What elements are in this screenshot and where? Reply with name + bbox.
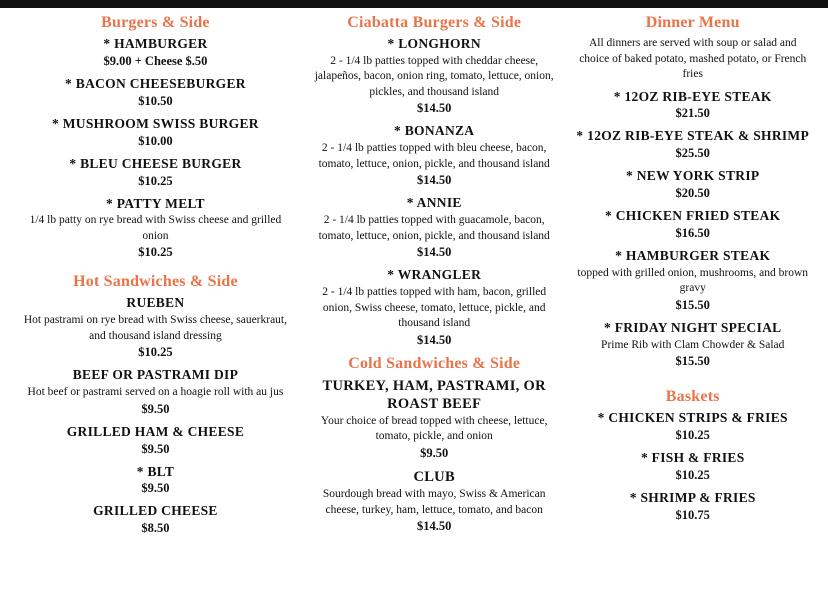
item-price: $9.50 xyxy=(141,441,170,456)
section-hot-sandwiches-and-side xyxy=(16,273,295,536)
menu-item xyxy=(574,168,812,201)
menu-item xyxy=(16,196,295,261)
menu-item xyxy=(16,295,295,360)
item-price: $14.50 xyxy=(417,101,452,116)
menu-item xyxy=(16,464,295,497)
menu-item xyxy=(307,36,562,116)
item-description: 1/4 lb patty on rye bread with Swiss cheese and grilled onion xyxy=(29,214,282,242)
item-price: $16.50 xyxy=(675,226,710,241)
item-description: 2 - 1/4 lb patties topped with cheddar cheese, jalapeños, bacon, onion ring, tomato, lettuce, onion, pickles, and thousand island xyxy=(314,54,554,98)
item-price: $9.50 xyxy=(141,481,170,496)
item-description: topped with grilled onion, mushrooms, and brown gravy xyxy=(577,266,809,295)
section-note: All dinners are served with soup or salad and choice of baked potato, mashed potato, or French fries xyxy=(579,37,807,81)
item-price: $15.50 xyxy=(675,297,710,312)
item-name: * 12OZ RIB-EYE STEAK xyxy=(613,88,772,104)
item-name: * PATTY MELT xyxy=(106,195,205,211)
item-description: 2 - 1/4 lb patties topped with bleu cheese, bacon, tomato, lettuce, onion, pickle, and thousand island xyxy=(318,142,550,170)
item-name: * LONGHORN xyxy=(387,36,481,51)
item-price: $10.25 xyxy=(675,428,710,443)
item-name: * HAMBURGER STEAK xyxy=(615,248,771,264)
menu-column-right xyxy=(568,12,818,610)
item-name: TURKEY, HAM, PASTRAMI, OR ROAST BEEF xyxy=(322,377,546,412)
item-description: Prime Rib with Clam Chowder & Salad xyxy=(601,338,785,351)
item-price: $9.00 + Cheese $.50 xyxy=(103,53,208,68)
menu-item xyxy=(574,248,812,313)
item-price: $10.25 xyxy=(138,245,173,260)
menu-item xyxy=(16,367,295,416)
menu-item xyxy=(574,320,812,369)
item-price: $10.25 xyxy=(675,468,710,483)
section-title: Hot Sandwiches & Side xyxy=(73,273,238,291)
item-name: * BONANZA xyxy=(394,123,475,139)
item-price: $25.50 xyxy=(675,146,710,161)
menu-item xyxy=(16,424,295,457)
item-name: * HAMBURGER xyxy=(103,36,208,51)
menu-column-middle xyxy=(301,12,568,610)
item-name: * FISH & FRIES xyxy=(640,450,745,466)
menu-column-left xyxy=(10,12,301,610)
menu-item xyxy=(16,36,295,69)
item-name: * WRANGLER xyxy=(387,267,482,283)
item-price: $14.50 xyxy=(417,519,452,534)
item-name: * NEW YORK STRIP xyxy=(626,168,760,184)
section-dinner-menu xyxy=(574,14,812,369)
item-price: $21.50 xyxy=(675,106,710,121)
item-price: $14.50 xyxy=(417,332,452,347)
item-description: Your choice of bread topped with cheese, lettuce, tomato, pickle, and onion xyxy=(320,414,548,443)
item-name: * SHRIMP & FRIES xyxy=(629,490,756,506)
item-price: $8.50 xyxy=(141,521,170,536)
item-description: Sourdough bread with mayo, Swiss & American cheese, turkey, ham, lettuce, tomato, and bacon xyxy=(322,488,546,516)
section-title: Dinner Menu xyxy=(645,14,740,31)
menu-page xyxy=(0,8,828,610)
item-name: * MUSHROOM SWISS BURGER xyxy=(52,115,259,131)
item-name: BEEF OR PASTRAMI DIP xyxy=(72,367,239,383)
section-burgers-and-side xyxy=(16,14,295,260)
item-name: * 12OZ RIB-EYE STEAK & SHRIMP xyxy=(576,128,810,144)
item-name: CLUB xyxy=(413,468,455,485)
item-price: $10.75 xyxy=(675,507,710,522)
item-name: * CHICKEN FRIED STEAK xyxy=(605,208,781,224)
menu-item xyxy=(16,116,295,149)
section-title: Ciabatta Burgers & Side xyxy=(347,14,522,31)
item-name: RUEBEN xyxy=(126,295,185,311)
item-name: * ANNIE xyxy=(406,195,462,211)
item-price: $10.00 xyxy=(138,133,173,148)
menu-item xyxy=(574,208,812,241)
page-top-bar xyxy=(0,0,828,8)
section-title: Cold Sandwiches & Side xyxy=(348,354,521,372)
section-title: Baskets xyxy=(665,388,720,406)
menu-item xyxy=(307,195,562,260)
section-cold-sandwiches-and-side xyxy=(307,355,562,534)
item-description: 2 - 1/4 lb patties topped with ham, bacon, grilled onion, Swiss cheese, tomato, lettuce, pickle, and thousand island xyxy=(322,286,547,330)
menu-item xyxy=(307,377,562,461)
section-ciabatta-burgers-and-side xyxy=(307,14,562,348)
item-price: $9.50 xyxy=(141,401,170,416)
item-price: $10.25 xyxy=(138,345,173,360)
item-price: $15.50 xyxy=(675,354,710,369)
item-price: $9.50 xyxy=(420,445,449,460)
item-price: $14.50 xyxy=(417,173,452,188)
section-title: Burgers & Side xyxy=(101,14,210,31)
menu-item xyxy=(574,128,812,161)
menu-item xyxy=(16,76,295,109)
item-description: 2 - 1/4 lb patties topped with guacamole, bacon, tomato, lettuce, onion, pickle, and thousand island xyxy=(318,214,550,242)
item-price: $20.50 xyxy=(675,186,710,201)
menu-item xyxy=(307,267,562,347)
item-description: Hot pastrami on rye bread with Swiss cheese, sauerkraut, and thousand island dressing xyxy=(23,314,288,342)
item-name: * BLEU CHEESE BURGER xyxy=(69,155,242,171)
item-name: * CHICKEN STRIPS & FRIES xyxy=(597,410,788,426)
menu-item xyxy=(16,503,295,536)
menu-item xyxy=(16,156,295,189)
menu-item xyxy=(307,468,562,534)
item-price: $10.25 xyxy=(138,173,173,188)
menu-item xyxy=(574,89,812,122)
menu-item xyxy=(574,450,812,483)
item-name: * FRIDAY NIGHT SPECIAL xyxy=(603,319,782,335)
item-name: * BACON CHEESEBURGER xyxy=(65,75,246,91)
item-price: $10.50 xyxy=(138,93,173,108)
section-baskets xyxy=(574,388,812,523)
menu-item xyxy=(307,123,562,188)
menu-item xyxy=(574,490,812,523)
item-price: $14.50 xyxy=(417,245,452,260)
item-description: Hot beef or pastrami served on a hoagie roll with au jus xyxy=(27,386,284,399)
item-name: * BLT xyxy=(136,463,175,479)
menu-item xyxy=(574,410,812,443)
item-name: GRILLED CHEESE xyxy=(93,503,218,519)
item-name: GRILLED HAM & CHEESE xyxy=(66,423,245,439)
